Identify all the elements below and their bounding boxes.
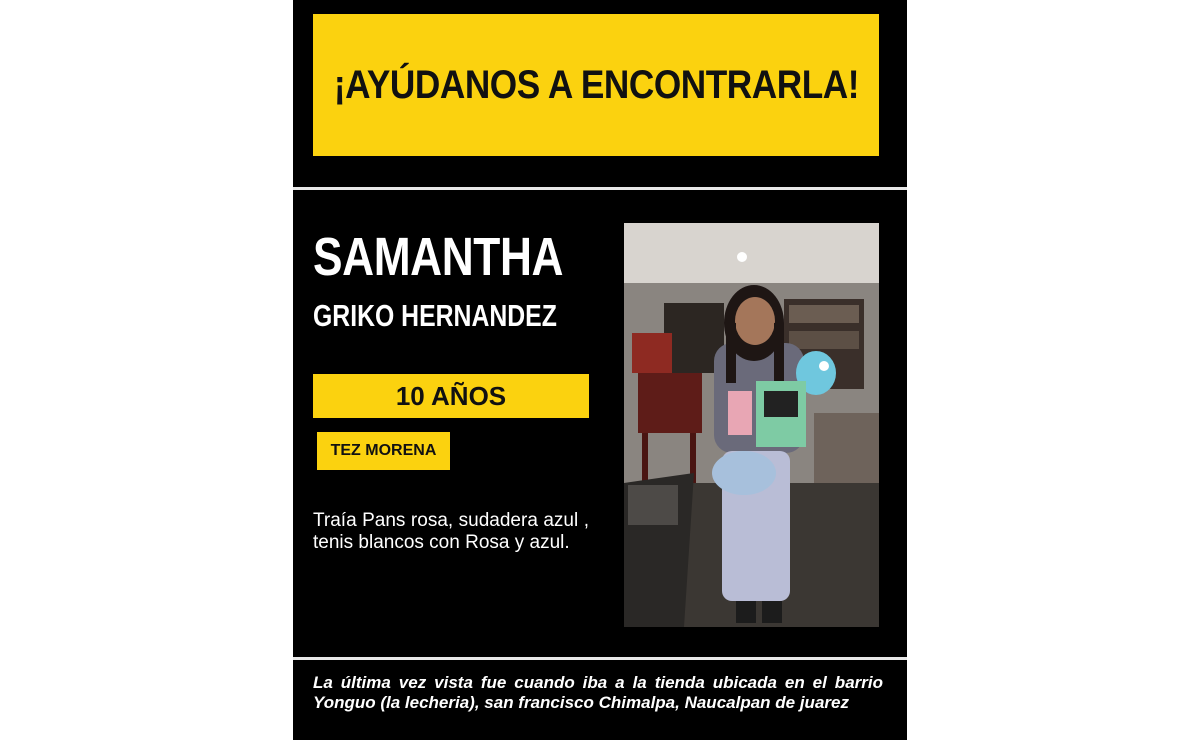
- person-last-name: GRIKO HERNANDEZ: [313, 298, 557, 333]
- headline-banner: [313, 14, 879, 156]
- divider-bottom: [293, 657, 907, 660]
- skin-tone-badge: [317, 432, 450, 470]
- person-photo: [624, 223, 879, 627]
- divider-top: [293, 187, 907, 190]
- skin-tone-text: TEZ MORENA: [330, 442, 437, 459]
- clothing-description: Traía Pans rosa, sudadera azul , tenis blancos con Rosa y azul.: [313, 510, 589, 553]
- missing-person-poster: [293, 0, 907, 740]
- age-badge: [313, 374, 589, 418]
- headline: ¡AYÚDANOS A ENCONTRARLA!: [333, 62, 859, 107]
- age-text: 10 AÑOS: [395, 380, 507, 411]
- last-seen-text: La última vez vista fue cuando iba a la tienda ubicada en el barrio Yonguo (la lecheria), san francisco Chimalpa, Naucalpan de juarez: [313, 673, 883, 712]
- person-first-name: SAMANTHA: [313, 227, 564, 287]
